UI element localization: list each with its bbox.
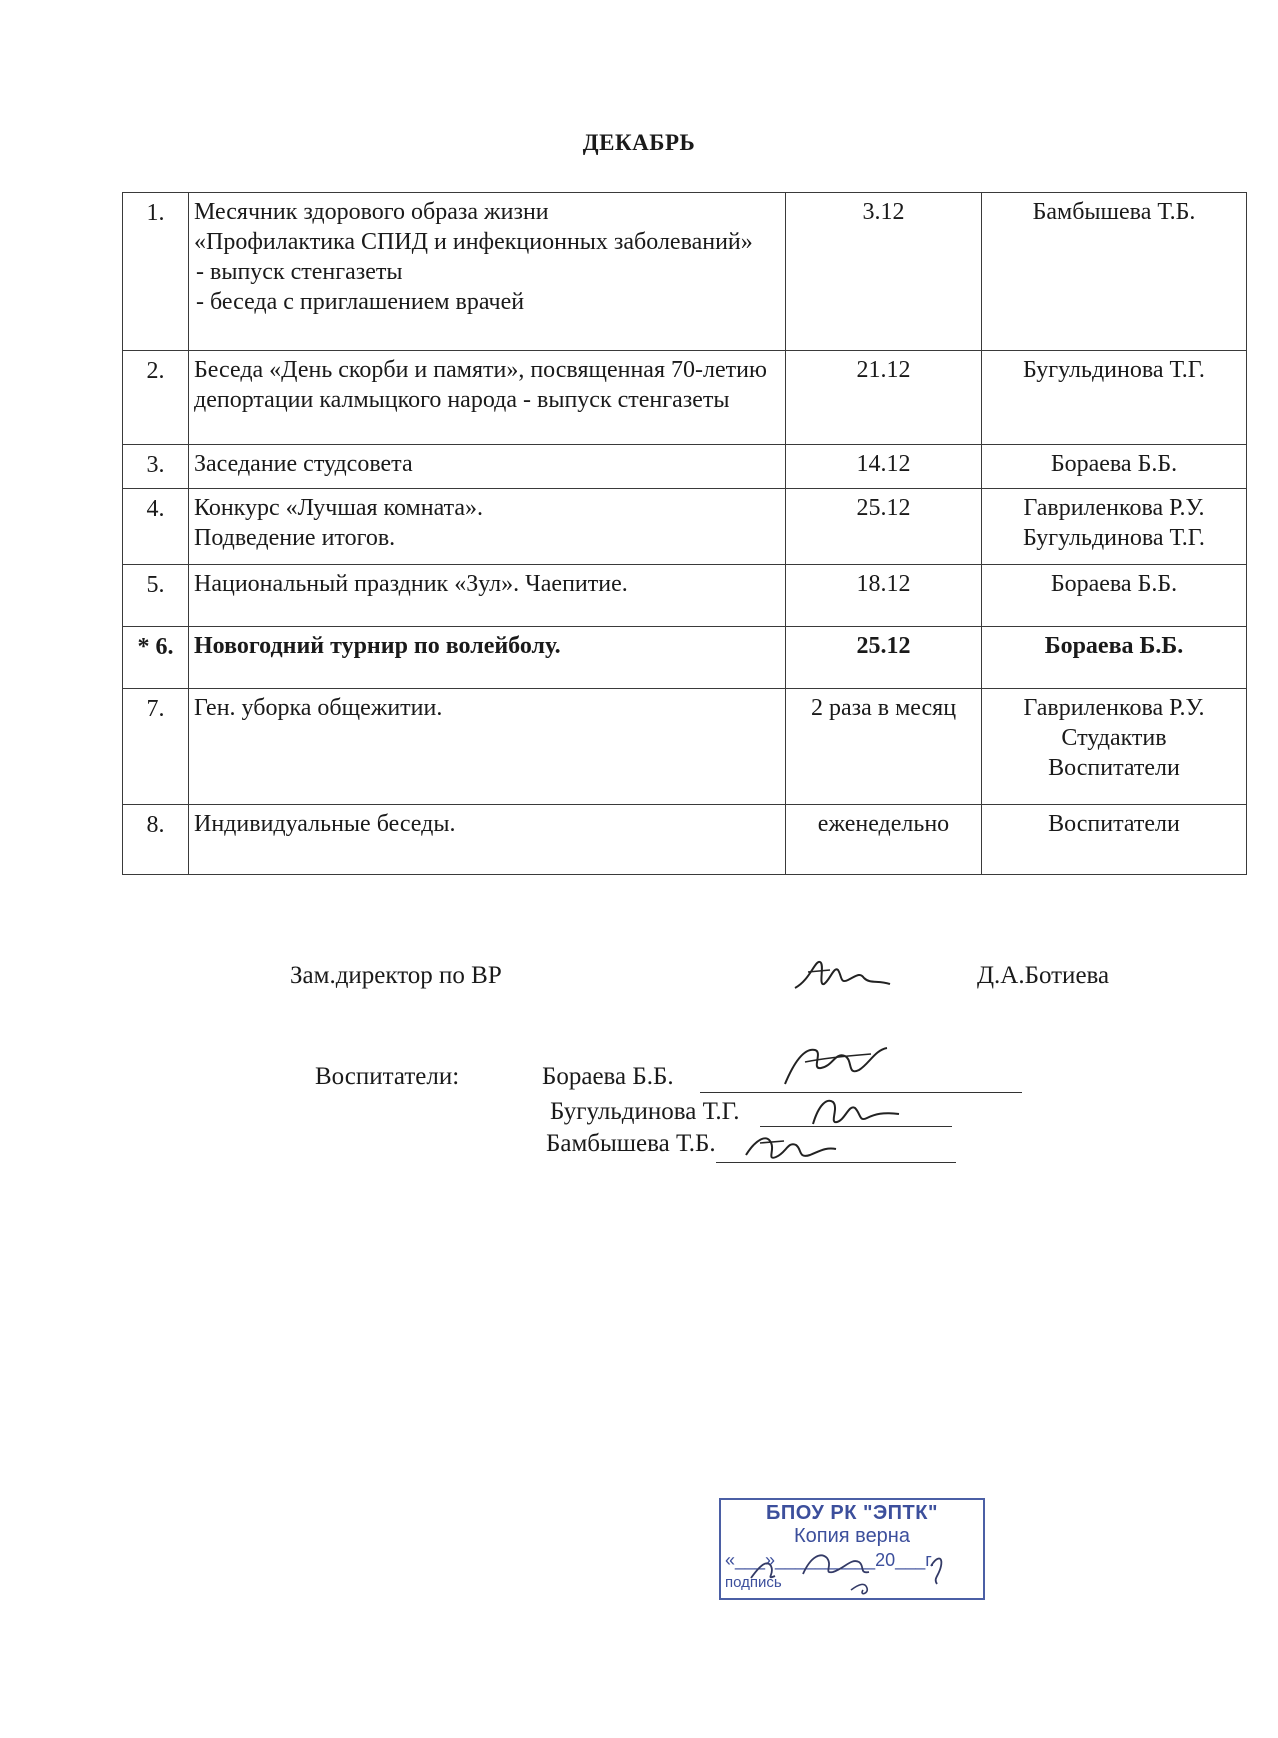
- event-line: Заседание студсовета: [194, 451, 413, 477]
- stamp-sign-label: подпись: [725, 1574, 782, 1591]
- responsible-name: Бамбышева Т.Б.: [1032, 199, 1196, 225]
- row-number: 1.: [123, 193, 189, 351]
- event-line: Подведение итогов.: [194, 525, 396, 551]
- table-row: [123, 445, 1247, 489]
- responsible-name: Гавриленкова Р.У.: [1023, 495, 1205, 521]
- deputy-name: Д.А.Ботиева: [977, 962, 1110, 989]
- row-date: 3.12: [786, 193, 982, 351]
- educator-name: Бораева Б.Б.: [542, 1063, 674, 1090]
- table-row: [123, 627, 1247, 689]
- event-line: Беседа «День скорби и памяти», посвященная 70-летию депортации калмыцкого народа - выпуск стенгазеты: [194, 357, 767, 413]
- row-event: [189, 445, 786, 489]
- table-row: [123, 805, 1247, 875]
- table-row: [123, 689, 1247, 805]
- row-number: 4.: [123, 489, 189, 565]
- row-number: 7.: [123, 689, 189, 805]
- row-event: [189, 805, 786, 875]
- row-responsible: [982, 565, 1247, 627]
- row-event: [189, 351, 786, 445]
- responsible-name: Бугульдинова Т.Г.: [1023, 525, 1205, 551]
- row-date: 21.12: [786, 351, 982, 445]
- row-date: 25.12: [786, 489, 982, 565]
- event-line: Национальный праздник «Зул». Чаепитие.: [194, 571, 628, 597]
- event-line: Конкурс «Лучшая комната».: [194, 495, 484, 521]
- responsible-name: Бораева Б.Б.: [1050, 571, 1178, 597]
- table-row: [123, 489, 1247, 565]
- responsible-name: Бугульдинова Т.Г.: [1023, 357, 1205, 383]
- row-date: 25.12: [786, 627, 982, 689]
- row-number: * 6.: [123, 627, 189, 689]
- responsible-name: Воспитатели: [1048, 811, 1180, 837]
- event-line: «Профилактика СПИД и инфекционных заболеваний»: [194, 229, 753, 255]
- event-line: - беседа с приглашением врачей: [196, 289, 525, 315]
- row-number: 2.: [123, 351, 189, 445]
- row-responsible: [982, 805, 1247, 875]
- row-responsible: [982, 489, 1247, 565]
- row-number: 5.: [123, 565, 189, 627]
- table-row: [123, 193, 1247, 351]
- certification-stamp: [719, 1498, 985, 1600]
- row-event: [189, 627, 786, 689]
- stamp-org: БПОУ РК "ЭПТК": [766, 1502, 938, 1524]
- responsible-name: Студактив: [1061, 725, 1167, 751]
- row-number: 3.: [123, 445, 189, 489]
- row-date: 2 раза в месяц: [786, 689, 982, 805]
- stamp-signature-icon: [741, 1544, 971, 1598]
- row-event: [189, 489, 786, 565]
- stamp-date-line: «___»__________20___г.: [725, 1550, 935, 1570]
- page-title: ДЕКАБРЬ: [582, 130, 696, 155]
- educators-label: Воспитатели:: [315, 1063, 460, 1090]
- educator-signature-icon: [740, 1125, 840, 1170]
- row-number: 8.: [123, 805, 189, 875]
- row-date: 14.12: [786, 445, 982, 489]
- event-line: Новогодний турнир по волейболу.: [194, 633, 561, 659]
- events-table: [122, 192, 1247, 875]
- table-row: [123, 565, 1247, 627]
- row-responsible: [982, 351, 1247, 445]
- event-line: Индивидуальные беседы.: [194, 811, 456, 837]
- row-date: еженедельно: [786, 805, 982, 875]
- responsible-name: Бораева Б.Б.: [1044, 633, 1184, 659]
- responsible-name: Бораева Б.Б.: [1050, 451, 1178, 477]
- row-date: 18.12: [786, 565, 982, 627]
- event-line: - выпуск стенгазеты: [196, 259, 403, 285]
- event-line: Месячник здорового образа жизни: [194, 199, 549, 225]
- row-responsible: [982, 445, 1247, 489]
- row-responsible: [982, 689, 1247, 805]
- row-event: [189, 193, 786, 351]
- row-responsible: [982, 627, 1247, 689]
- educator-name: Бамбышева Т.Б.: [546, 1130, 716, 1157]
- responsible-name: Воспитатели: [1048, 755, 1180, 781]
- deputy-label: Зам.директор по ВР: [290, 962, 502, 989]
- event-line: Ген. уборка общежитии.: [194, 695, 443, 721]
- stamp-text: Копия верна: [794, 1525, 910, 1547]
- educator-signature-icon: [775, 1040, 895, 1095]
- deputy-signature-icon: [790, 950, 900, 1000]
- educator-name: Бугульдинова Т.Г.: [550, 1098, 740, 1125]
- row-responsible: [982, 193, 1247, 351]
- row-event: [189, 565, 786, 627]
- responsible-name: Гавриленкова Р.У.: [1023, 695, 1205, 721]
- table-row: [123, 351, 1247, 445]
- row-event: [189, 689, 786, 805]
